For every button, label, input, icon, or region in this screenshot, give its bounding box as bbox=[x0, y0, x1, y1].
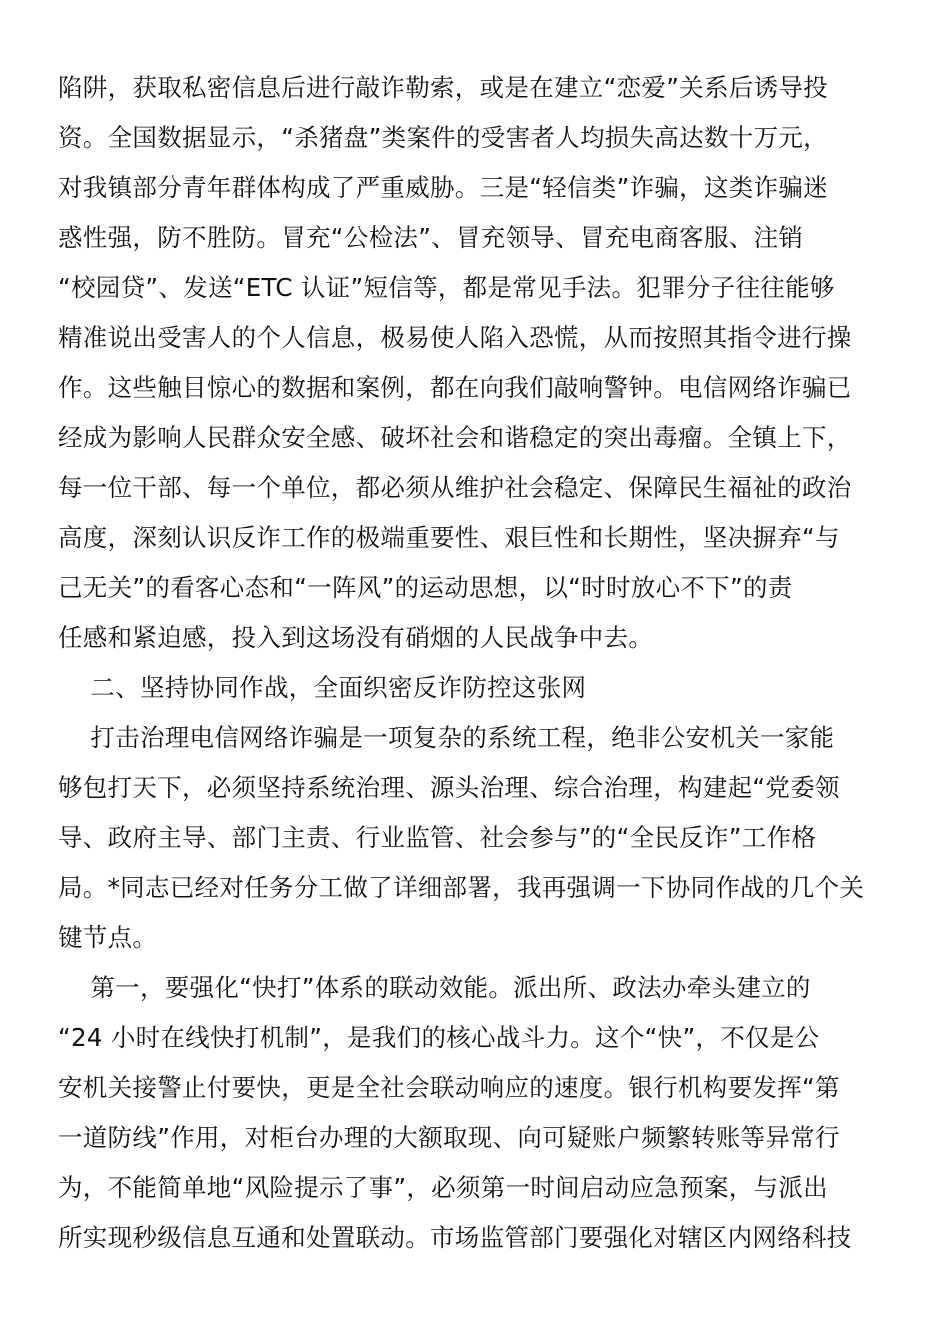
text-line: 打击治理电信网络诈骗是一项复杂的系统工程，绝非公安机关一家能 bbox=[58, 723, 835, 752]
text-line: 够包打天下，必须坚持系统治理、源头治理、综合治理，构建起“党委领 bbox=[58, 773, 840, 802]
text-line: 惑性强，防不胜防。冒充“公检法”、冒充领导、冒充电商客服、注销 bbox=[58, 223, 804, 252]
document-body bbox=[58, 63, 894, 1263]
text-line: 键节点。 bbox=[58, 923, 158, 952]
text-line: 局。*同志已经对任务分工做了详细部署，我再强调一下协同作战的几个关 bbox=[58, 873, 865, 902]
text-line: 第一，要强化“快打”体系的联动效能。派出所、政法办牵头建立的 bbox=[58, 973, 811, 1002]
text-line: 资。全国数据显示，“杀猪盘”类案件的受害者人均损失高达数十万元， bbox=[58, 123, 828, 152]
section-heading: 二、坚持协同作战，全面织密反诈防控这张网 bbox=[58, 673, 587, 702]
text-line: 所实现秒级信息互通和处置联动。市场监管部门要强化对辖区内网络科技 bbox=[58, 1223, 852, 1252]
text-line: 安机关接警止付要快，更是全社会联动响应的速度。银行机构要发挥“第 bbox=[58, 1073, 840, 1102]
text-line: 陷阱，获取私密信息后进行敲诈勒索，或是在建立“恋爱”关系后诱导投 bbox=[58, 73, 828, 102]
text-line: 己无关”的看客心态和“一阵风”的运动思想，以“时时放心不下”的责 bbox=[58, 573, 793, 602]
text-line: 每一位干部、每一个单位，都必须从维护社会稳定、保障民生福祉的政治 bbox=[58, 473, 852, 502]
text-line: 精准说出受害人的个人信息，极易使人陷入恐慌，从而按照其指令进行操 bbox=[58, 323, 852, 352]
text-line: 高度，深刻认识反诈工作的极端重要性、艰巨性和长期性，坚决摒弃“与 bbox=[58, 523, 840, 552]
text-line: 对我镇部分青年群体构成了严重威胁。三是“轻信类”诈骗，这类诈骗迷 bbox=[58, 173, 828, 202]
text-line: 一道防线”作用，对柜台办理的大额取现、向可疑账户频繁转账等异常行 bbox=[58, 1123, 840, 1152]
text-line: 作。这些触目惊心的数据和案例，都在向我们敲响警钟。电信网络诈骗已 bbox=[58, 373, 852, 402]
text-line: 经成为影响人民群众安全感、破坏社会和谐稳定的突出毒瘤。全镇上下， bbox=[58, 423, 852, 452]
text-line: 导、政府主导、部门主责、行业监管、社会参与”的“全民反诈”工作格 bbox=[58, 823, 817, 852]
text-line: “校园贷”、发送“ETC 认证”短信等，都是常见手法。犯罪分子往往能够 bbox=[58, 273, 835, 302]
text-line: “24 小时在线快打机制”，是我们的核心战斗力。这个“快”，不仅是公 bbox=[58, 1023, 820, 1052]
text-line: 为，不能简单地“风险提示了事”，必须第一时间启动应急预案，与派出 bbox=[58, 1173, 828, 1202]
text-line: 任感和紧迫感，投入到这场没有硝烟的人民战争中去。 bbox=[58, 623, 654, 652]
